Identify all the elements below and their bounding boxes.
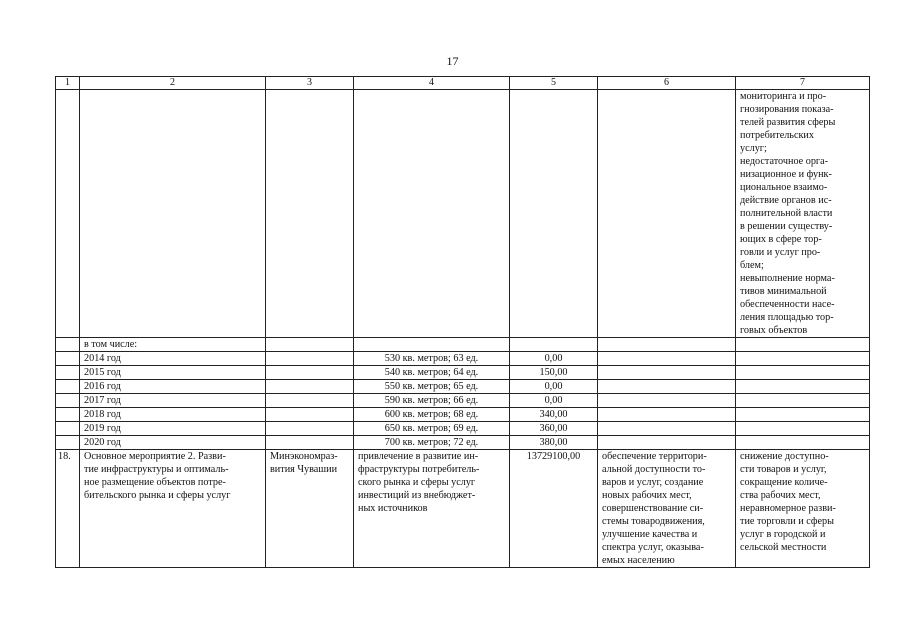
risk-text-line: циональное взаимо-	[740, 182, 828, 193]
risk-line: услуг в городской и	[740, 529, 826, 540]
result-line: емых населению	[602, 555, 675, 566]
risk-text-line: тивов минимальной	[740, 286, 827, 297]
activity-name-line: ное размещение объектов потре-	[84, 477, 226, 488]
program-table	[55, 76, 870, 568]
header-cell: 4	[354, 77, 510, 90]
year-amount: 0,00	[510, 394, 598, 408]
year-row	[56, 380, 870, 394]
executor-line: Минэкономраз-	[270, 451, 338, 462]
indicator-line: привлечение в развитие ин-	[358, 451, 479, 462]
indicator-line: инвестиций из внебюджет-	[358, 490, 476, 501]
year-label: 2018 год	[80, 408, 266, 422]
year-target: 530 кв. метров; 63 ед.	[354, 352, 510, 366]
year-amount: 150,00	[510, 366, 598, 380]
activity-name-line: тие инфраструктуры и оптималь-	[84, 464, 229, 475]
risk-text-line: невыполнение норма-	[740, 273, 835, 284]
row-number: 18.	[56, 450, 80, 568]
executor-line: вития Чувашии	[270, 464, 338, 475]
activity-name-line: бительского рынка и сферы услуг	[84, 490, 231, 501]
risk-continuation-cell	[736, 90, 870, 338]
indicator-line: ского рынка и сферы услуг	[358, 477, 476, 488]
year-label: 2015 год	[80, 366, 266, 380]
risk-line: ства рабочих мест,	[740, 490, 821, 501]
year-row	[56, 422, 870, 436]
result-line: спектра услуг, оказыва-	[602, 542, 704, 553]
activity-name	[80, 450, 266, 568]
year-row	[56, 352, 870, 366]
result-line: обеспечение территори-	[602, 451, 707, 462]
year-amount: 360,00	[510, 422, 598, 436]
risk-text-line: потребительских	[740, 130, 814, 141]
risk-text-line: в решении существу-	[740, 221, 833, 232]
year-label: 2017 год	[80, 394, 266, 408]
result-line: альной доступности то-	[602, 464, 706, 475]
risk-line: сти товаров и услуг,	[740, 464, 827, 475]
header-cell: 5	[510, 77, 598, 90]
year-label: 2020 год	[80, 436, 266, 450]
year-row	[56, 366, 870, 380]
year-row	[56, 436, 870, 450]
result-line: варов и услуг, создание	[602, 477, 704, 488]
indicator-line: фраструктуры потребитель-	[358, 464, 480, 475]
result-line: новых рабочих мест,	[602, 490, 692, 501]
result-line: улучшение качества и	[602, 529, 698, 540]
year-label: 2014 год	[80, 352, 266, 366]
year-amount: 0,00	[510, 352, 598, 366]
year-label: 2019 год	[80, 422, 266, 436]
result-line: совершенствование си-	[602, 503, 704, 514]
header-cell: 6	[598, 77, 736, 90]
continuation-row	[56, 90, 870, 338]
year-target: 700 кв. метров; 72 ед.	[354, 436, 510, 450]
expected-results	[598, 450, 736, 568]
row-18	[56, 450, 870, 568]
risk-text-line: говых объектов	[740, 325, 808, 336]
risk-text-line: услуг;	[740, 143, 767, 154]
year-amount: 0,00	[510, 380, 598, 394]
year-target: 550 кв. метров; 65 ед.	[354, 380, 510, 394]
financing-amount: 13729100,00	[510, 450, 598, 568]
header-cell: 1	[56, 77, 80, 90]
risks	[736, 450, 870, 568]
activity-name-line: Основное мероприятие 2. Разви-	[84, 451, 226, 462]
risk-text-line: мониторинга и про-	[740, 91, 827, 102]
including-row	[56, 338, 870, 352]
risk-line: тие торговли и сферы	[740, 516, 834, 527]
header-row	[56, 77, 870, 90]
year-row	[56, 408, 870, 422]
risk-line: сокращение количе-	[740, 477, 828, 488]
risk-text-line: недостаточное орга-	[740, 156, 829, 167]
year-amount: 340,00	[510, 408, 598, 422]
header-cell: 7	[736, 77, 870, 90]
year-label: 2016 год	[80, 380, 266, 394]
indicator	[354, 450, 510, 568]
risk-text-line: обеспеченности насе-	[740, 299, 835, 310]
year-target: 590 кв. метров; 66 ед.	[354, 394, 510, 408]
indicator-line: ных источников	[358, 503, 428, 514]
risk-text-line: телей развития сферы	[740, 117, 836, 128]
year-row	[56, 394, 870, 408]
risk-text-line: гнозирования показа-	[740, 104, 834, 115]
including-label: в том числе:	[80, 338, 266, 352]
executor	[266, 450, 354, 568]
risk-text-line: ющих в сфере тор-	[740, 234, 822, 245]
header-cell: 2	[80, 77, 266, 90]
risk-text-line: действие органов ис-	[740, 195, 832, 206]
risk-text-line: ления площадью тор-	[740, 312, 834, 323]
header-cell: 3	[266, 77, 354, 90]
result-line: стемы товародвижения,	[602, 516, 705, 527]
risk-text-line: блем;	[740, 260, 764, 271]
risk-line: снижение доступно-	[740, 451, 829, 462]
risk-line: неравномерное разви-	[740, 503, 836, 514]
year-amount: 380,00	[510, 436, 598, 450]
year-target: 600 кв. метров; 68 ед.	[354, 408, 510, 422]
risk-line: сельской местности	[740, 542, 827, 553]
page-number: 17	[446, 54, 459, 68]
year-target: 540 кв. метров; 64 ед.	[354, 366, 510, 380]
risk-text-line: низационное и функ-	[740, 169, 832, 180]
risk-text-line: говли и услуг про-	[740, 247, 821, 258]
year-target: 650 кв. метров; 69 ед.	[354, 422, 510, 436]
risk-text-line: полнительной власти	[740, 208, 833, 219]
